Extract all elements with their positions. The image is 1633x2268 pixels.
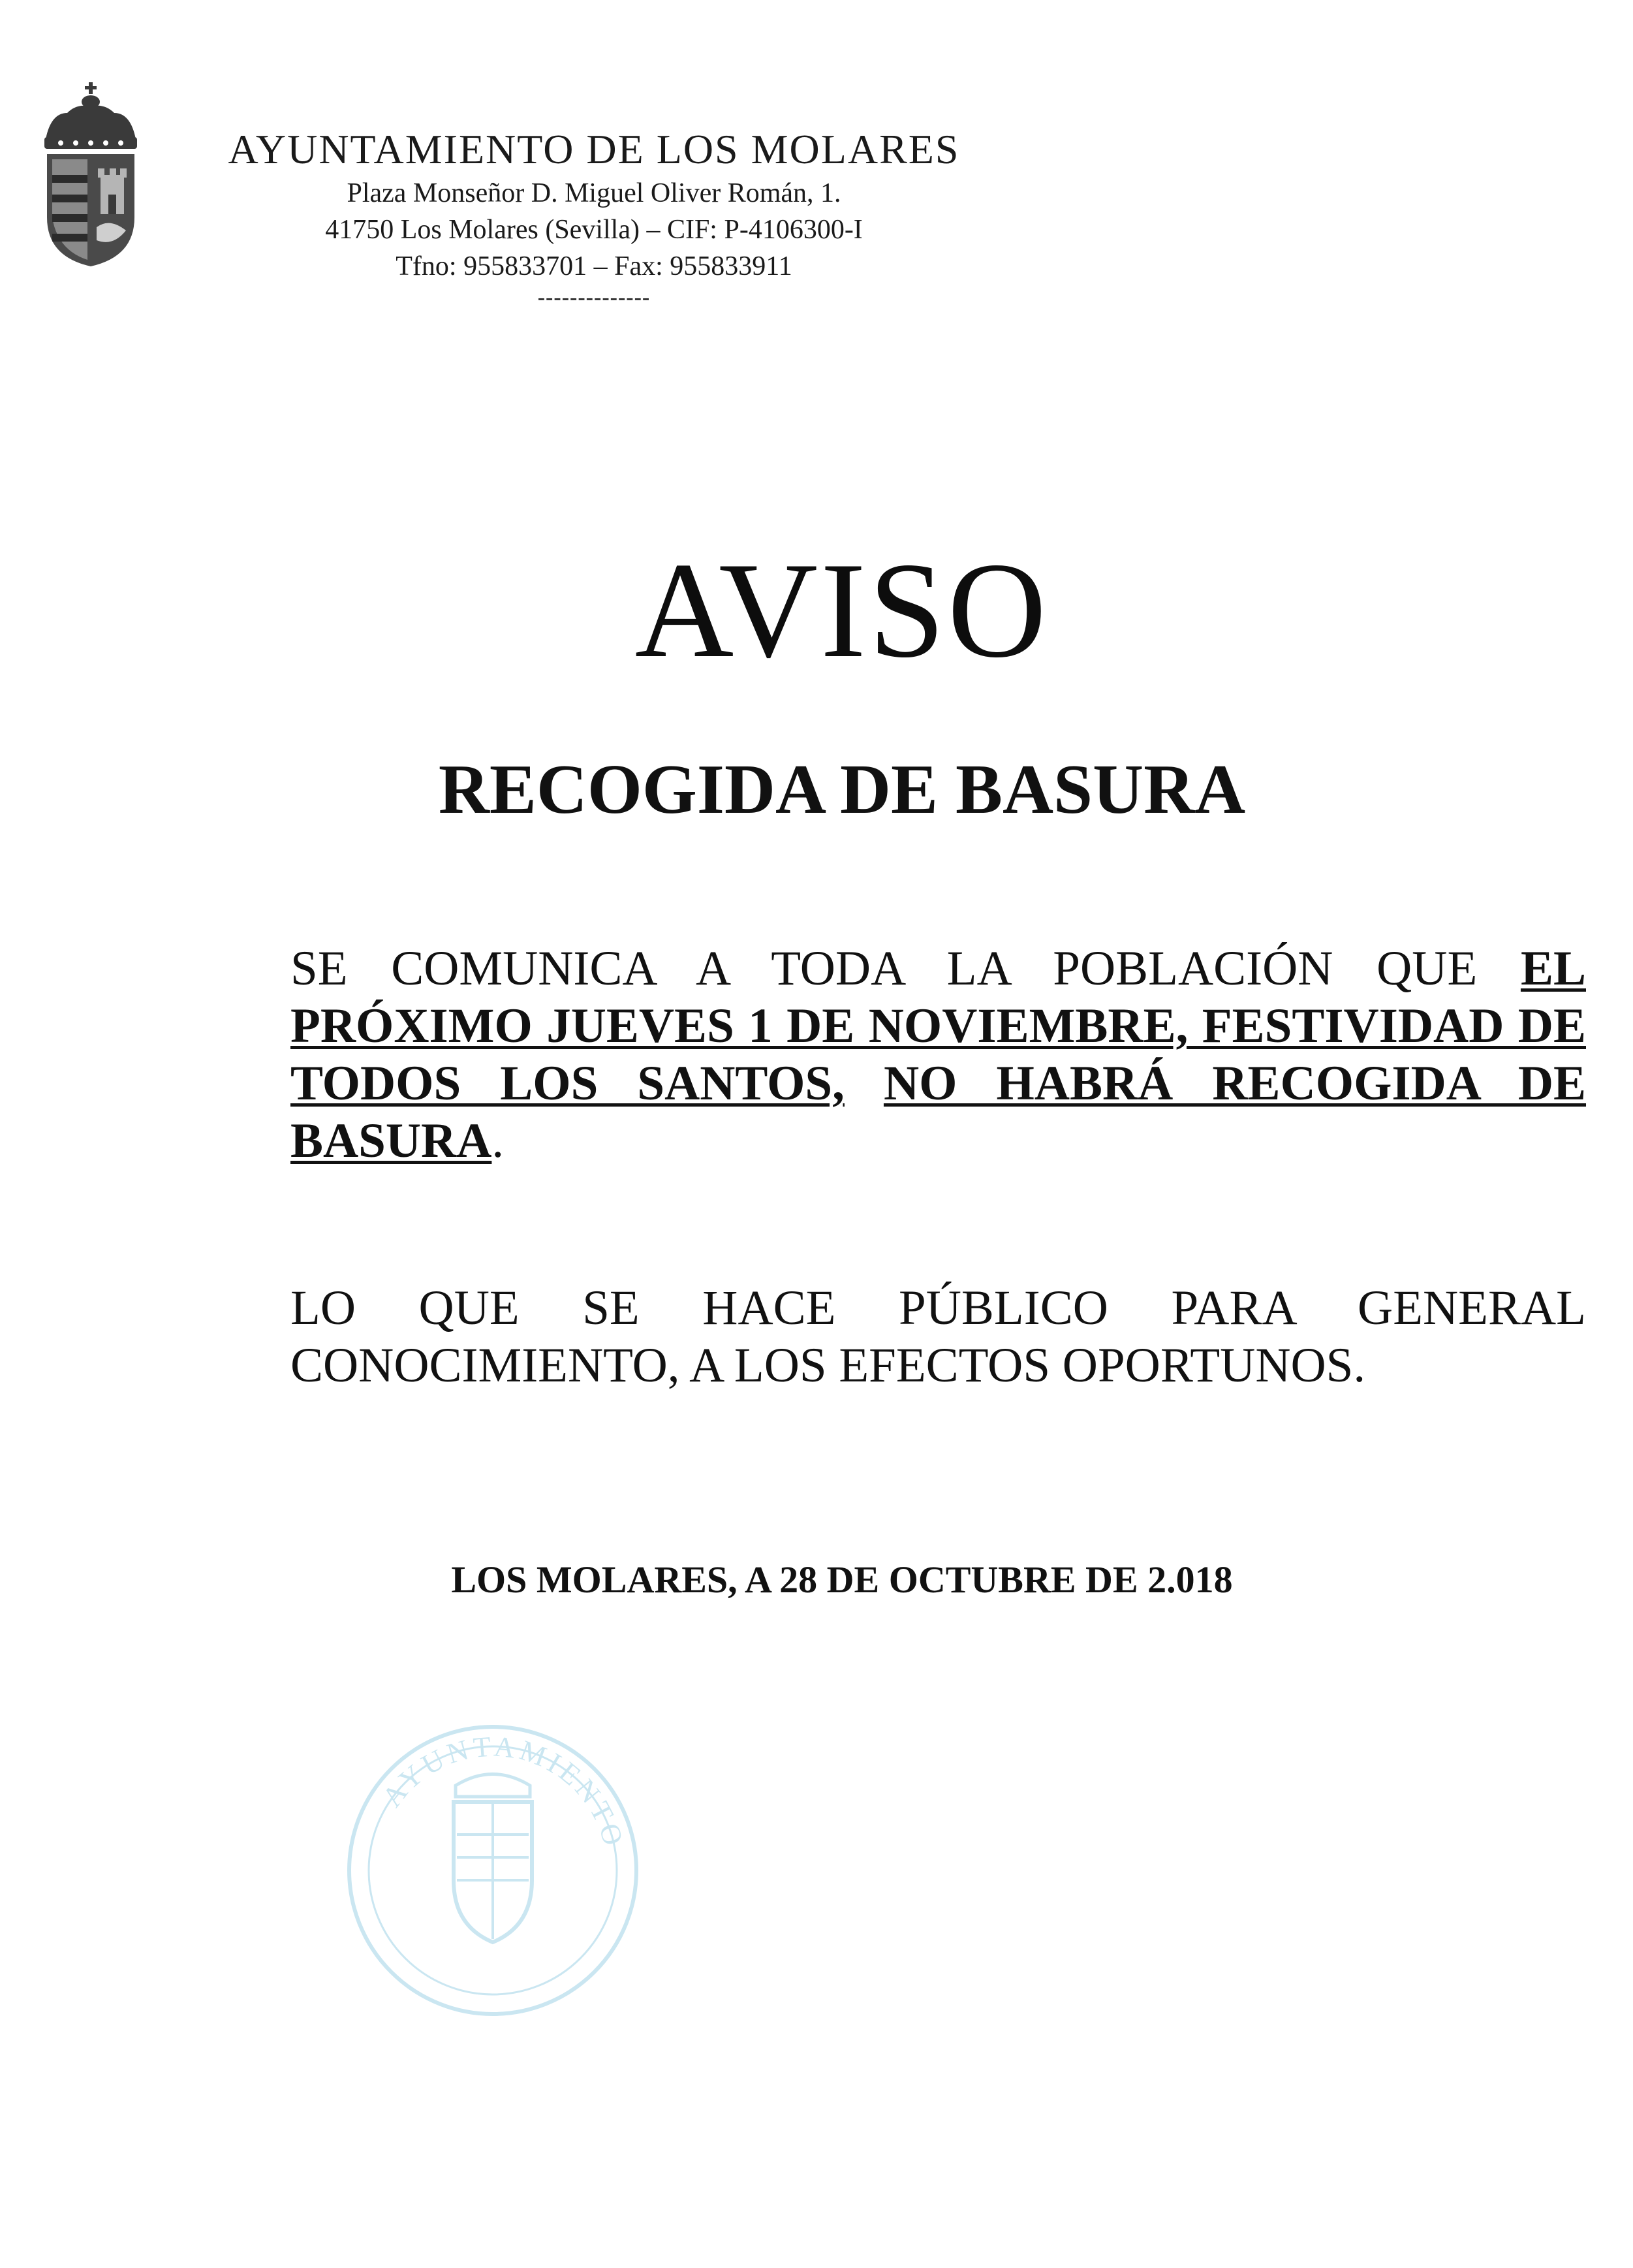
letterhead-divider: -------------- [537, 285, 651, 309]
notice-paragraph-2: LO QUE SE HACE PÚBLICO PARA GENERAL CONOCIMIENTO, A LOS EFECTOS OPORTUNOS. [290, 1281, 1586, 1393]
coat-of-arms-icon [38, 77, 142, 273]
dateline: LOS MOLARES, A 28 DE OCTUBRE DE 2.018 [451, 1558, 1233, 1601]
notice-title: AVISO [634, 535, 1050, 686]
address-line: Plaza Monseñor D. Miguel Oliver Román, 1. [347, 178, 841, 208]
paragraph-1-intro: SE COMUNICA A TODA LA POBLACIÓN QUE [290, 941, 1521, 996]
paragraph-1-emphasis-date: EL PRÓXIMO JUEVES 1 DE NOVIEMBRE, FESTIVIDAD DE TODOS LOS SANTOS, [290, 941, 1586, 1110]
notice-subtitle: RECOGIDA DE BASURA [438, 751, 1246, 828]
letterhead [157, 124, 1031, 311]
paragraph-1-emphasis-no-collection: NO HABRÁ RECOGIDA DE BASURA [290, 1056, 1587, 1168]
paragraph-1-space [845, 1056, 884, 1110]
notice-paragraph-1 [193, 940, 1586, 1170]
official-seal-icon [339, 1717, 646, 2024]
seal-text: AYUNTAMIENTO [375, 1730, 630, 1853]
city-cif-line: 41750 Los Molares (Sevilla) – CIF: P-4106300-I [325, 215, 863, 245]
organization-name: AYUNTAMIENTO DE LOS MOLARES [228, 126, 960, 172]
phone-fax-line: Tfno: 955833701 – Fax: 955833911 [396, 251, 792, 281]
paragraph-1-period: . [491, 1114, 505, 1168]
